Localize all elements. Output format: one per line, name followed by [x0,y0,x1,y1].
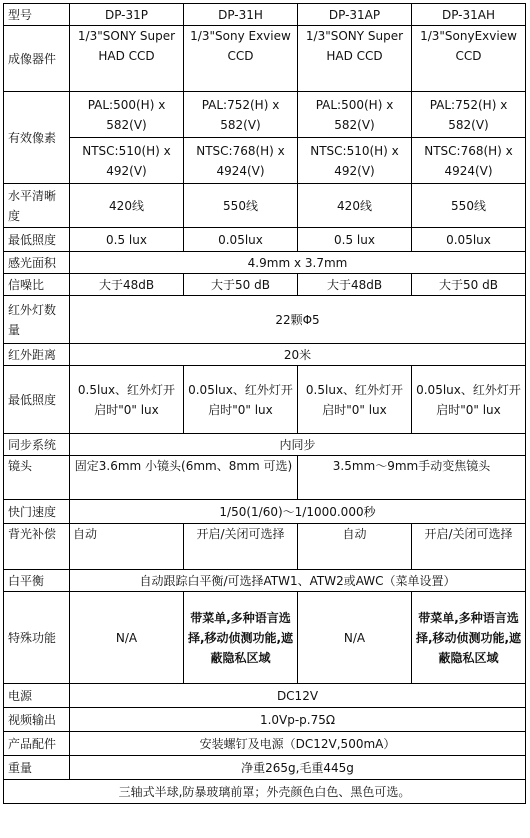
ir-distance-row [4,344,526,366]
row-label: 成像器件 [4,26,70,92]
min-illum-ir-value: 0.5lux、红外灯开启时"0" lux [70,366,184,434]
sync-row [4,434,526,456]
pixels-ntsc-value: NTSC:768(H) x 4924(V) [412,138,526,184]
blc-value: 开启/关闭可选择 [412,524,526,570]
snr-row [4,274,526,296]
resolution-value: 420线 [298,184,412,228]
sensing-area-row [4,252,526,274]
min-illum-ir-value: 0.05lux、红外灯开启时"0" lux [412,366,526,434]
pixels-ntsc-value: NTSC:510(H) x 492(V) [70,138,184,184]
min-illum-ir-row [4,366,526,434]
pixels-ntsc-value: NTSC:768(H) x 4924(V) [184,138,298,184]
min-illum-value: 0.5 lux [70,228,184,252]
row-label: 最低照度 [4,228,70,252]
min-illum-ir-value: 0.5lux、红外灯开启时"0" lux [298,366,412,434]
sensor-value: 1/3"Sony Exview CCD [184,26,298,92]
row-label: 快门速度 [4,500,70,524]
special-row [4,592,526,684]
pixels-pal-value: PAL:752(H) x 582(V) [184,92,298,138]
ir-count-value: 22颗Φ5 [70,296,526,344]
sensor-row [4,26,526,92]
pixels-ntsc-value: NTSC:510(H) x 492(V) [298,138,412,184]
row-label: 视频输出 [4,708,70,732]
model-name: DP-31P [70,4,184,26]
model-name: DP-31H [184,4,298,26]
row-label: 特殊功能 [4,592,70,684]
pixels-pal-value: PAL:500(H) x 582(V) [70,92,184,138]
resolution-value: 550线 [412,184,526,228]
video-out-row [4,708,526,732]
row-label: 有效像素 [4,92,70,184]
special-value: N/A [298,592,412,684]
row-label: 水平清晰度 [4,184,70,228]
min-illum-row [4,228,526,252]
snr-value: 大于48dB [70,274,184,296]
video-out-value: 1.0Vp-p.75Ω [70,708,526,732]
row-label: 感光面积 [4,252,70,274]
wb-value: 自动跟踪白平衡/可选择ATW1、ATW2或AWC（菜单设置） [70,570,526,592]
lens-row [4,456,526,500]
lens-fixed-value: 固定3.6mm 小镜头(6mm、8mm 可选) [70,456,298,500]
row-label: 同步系统 [4,434,70,456]
row-label: 镜头 [4,456,70,500]
row-label: 背光补偿 [4,524,70,570]
blc-row [4,524,526,570]
blc-value: 自动 [298,524,412,570]
sensor-value: 1/3"SONY Super HAD CCD [70,26,184,92]
sync-value: 内同步 [70,434,526,456]
row-label: 最低照度 [4,366,70,434]
special-value: 带菜单,多种语言选择,移动侦测功能,遮蔽隐私区域 [412,592,526,684]
row-label: 白平衡 [4,570,70,592]
footer-note: 三轴式半球,防暴玻璃前罩；外壳颜色白色、黑色可选。 [4,780,526,804]
resolution-value: 420线 [70,184,184,228]
weight-value: 净重265g,毛重445g [70,756,526,780]
model-name: DP-31AH [412,4,526,26]
shutter-row [4,500,526,524]
min-illum-value: 0.5 lux [298,228,412,252]
row-label: 红外灯数量 [4,296,70,344]
min-illum-value: 0.05lux [412,228,526,252]
shutter-value: 1/50(1/60)～1/1000.000秒 [70,500,526,524]
pixels-pal-row [4,92,526,138]
special-value: 带菜单,多种语言选择,移动侦测功能,遮蔽隐私区域 [184,592,298,684]
row-label: 信噪比 [4,274,70,296]
resolution-value: 550线 [184,184,298,228]
row-label: 产品配件 [4,732,70,756]
pixels-ntsc-row [4,138,526,184]
accessories-row [4,732,526,756]
snr-value: 大于50 dB [184,274,298,296]
ir-count-row [4,296,526,344]
pixels-pal-value: PAL:500(H) x 582(V) [298,92,412,138]
header-row [4,4,526,26]
pixels-pal-value: PAL:752(H) x 582(V) [412,92,526,138]
lens-zoom-value: 3.5mm～9mm手动变焦镜头 [298,456,526,500]
power-value: DC12V [70,684,526,708]
power-row [4,684,526,708]
row-label: 重量 [4,756,70,780]
snr-value: 大于50 dB [412,274,526,296]
wb-row [4,570,526,592]
sensing-area-value: 4.9mm x 3.7mm [70,252,526,274]
row-label: 电源 [4,684,70,708]
header-label: 型号 [4,4,70,26]
blc-value: 自动 [70,524,184,570]
snr-value: 大于48dB [298,274,412,296]
sensor-value: 1/3"SonyExview CCD [412,26,526,92]
special-value: N/A [70,592,184,684]
ir-distance-value: 20米 [70,344,526,366]
weight-row [4,756,526,780]
spec-table [3,3,526,804]
min-illum-ir-value: 0.05lux、红外灯开启时"0" lux [184,366,298,434]
row-label: 红外距离 [4,344,70,366]
resolution-row [4,184,526,228]
accessories-value: 安装螺钉及电源（DC12V,500mA） [70,732,526,756]
sensor-value: 1/3"SONY Super HAD CCD [298,26,412,92]
footer-row [4,780,526,804]
min-illum-value: 0.05lux [184,228,298,252]
blc-value: 开启/关闭可选择 [184,524,298,570]
model-name: DP-31AP [298,4,412,26]
